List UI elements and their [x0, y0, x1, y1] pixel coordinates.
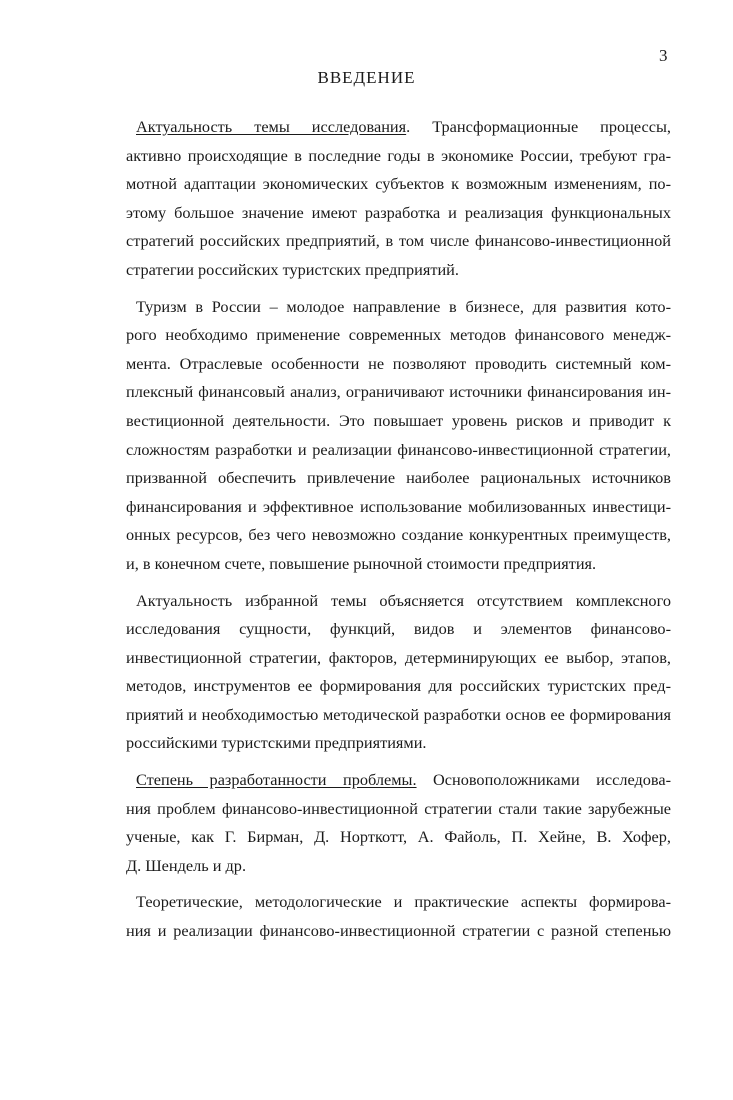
- underlined-heading: Степень разработанности проблемы.: [136, 770, 417, 790]
- text-line: плексный финансовый анализ, ограничивают источники финансирования ин-: [126, 382, 671, 402]
- text-line: мотной адаптации экономических субъектов к возможным изменениям, по-: [126, 174, 671, 194]
- paragraph-relevance: [126, 113, 671, 285]
- text-line: приятий и необходимостью методической разработки основ ее формирования: [126, 704, 671, 724]
- text-line: ния и реализации финансово-инвестиционной стратегии с разной степенью: [126, 921, 671, 941]
- underlined-heading: Актуальность темы исследования: [136, 117, 407, 136]
- body-text: [126, 113, 671, 954]
- text-line: Степень разработанности проблемы. Основоположниками исследова-: [136, 770, 671, 790]
- text-line: Актуальность темы исследования. Трансформационные процессы,: [136, 117, 671, 136]
- text-line: стратегий российских предприятий, в том числе финансово-инвестиционной: [126, 231, 671, 251]
- text-line: стратегии российских туристских предприятий.: [126, 259, 459, 279]
- text-line: онных ресурсов, без чего невозможно создание конкурентных преимуществ,: [126, 525, 671, 545]
- text-line: исследования сущности, функций, видов и элементов финансово-: [126, 619, 671, 639]
- text-line: Туризм в России – молодое направление в бизнесе, для развития кото-: [136, 296, 671, 316]
- section-title: ВВЕДЕНИЕ: [317, 68, 416, 87]
- text-line: рого необходимо применение современных методов финансового менедж-: [126, 325, 671, 345]
- paragraph-chosen-topic: [126, 587, 671, 759]
- text-line: призванной обеспечить привлечение наиболее рациональных источников: [126, 468, 671, 488]
- text-line: ученые, как Г. Бирман, Д. Норткотт, А. Файоль, П. Хейне, В. Хофер,: [126, 827, 671, 847]
- text-line: российскими туристскими предприятиями.: [126, 733, 427, 753]
- text-line: ния проблем финансово-инвестиционной стратегии стали такие зарубежные: [126, 798, 671, 818]
- text-line: и, в конечном счете, повышение рыночной стоимости предприятия.: [126, 553, 597, 573]
- text-line: Д. Шендель и др.: [126, 855, 247, 875]
- text-line: мента. Отраслевые особенности не позволяют проводить системный ком-: [126, 353, 671, 373]
- paragraph-aspects: [126, 888, 671, 945]
- text-line: Теоретические, методологические и практические аспекты формирова-: [136, 892, 671, 912]
- text-line: активно происходящие в последние годы в экономике России, требуют гра-: [126, 145, 671, 165]
- text-line: методов, инструментов ее формирования для российских туристских пред-: [126, 676, 671, 696]
- paragraph-problem-development: [126, 766, 671, 880]
- text-line: финансирования и эффективное использование мобилизованных инвестици-: [126, 496, 671, 516]
- text-line: вестиционной деятельности. Это повышает уровень рисков и приводит к: [126, 410, 671, 430]
- paragraph-tourism: [126, 293, 671, 579]
- text-line: сложностям разработки и реализации финансово-инвестиционной стратегии,: [126, 439, 671, 459]
- text-line: этому большое значение имеют разработка и реализация функциональных: [126, 202, 671, 222]
- text-line: инвестиционной стратегии, факторов, детерминирующих ее выбор, этапов,: [126, 647, 671, 667]
- page-number: 3: [659, 46, 668, 65]
- text-line: Актуальность избранной темы объясняется отсутствием комплексного: [136, 590, 671, 610]
